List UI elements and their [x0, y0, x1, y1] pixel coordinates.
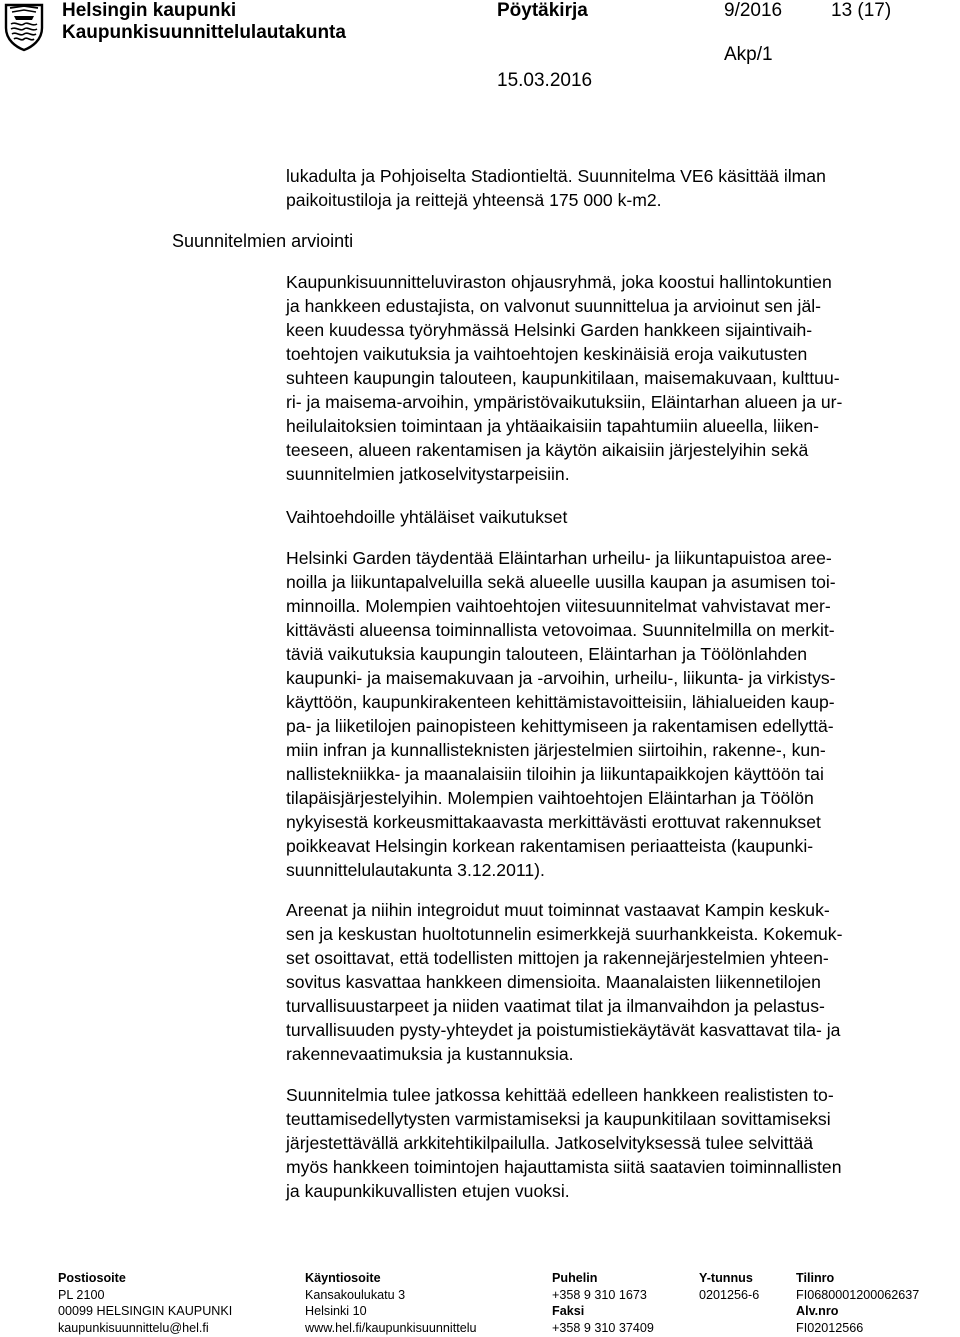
text-line: järjestettävällä arkkitehtikilpailulla. Jatkoselvityksessä tulee selvittää	[286, 1133, 814, 1153]
footer-value: Helsinki 10	[305, 1304, 367, 1318]
text-line: miin infran ja kunnallisteknisten järjestelmien siirtoihin, rakenne-, kun-	[286, 740, 826, 760]
footer-value: 0201256-6	[699, 1287, 760, 1302]
meeting-date: 15.03.2016	[497, 70, 593, 91]
page-number: 13 (17)	[831, 0, 892, 21]
footer-label: Alv.nro	[796, 1304, 839, 1318]
subheading: Vaihtoehdoille yhtäläiset vaikutukset	[286, 507, 568, 527]
text-line: turvallisuustarpeet ja niiden vaatimat tilat ja ilmanvaihdon ja pelastus-	[286, 996, 825, 1016]
text-line: täviä vaikutuksia kaupungin talouteen, Eläintarhan ja Töölönlahden	[286, 644, 808, 664]
footer-label: Postiosoite	[58, 1271, 126, 1285]
text-line: suunnittelulautakunta 3.12.2011).	[286, 860, 545, 880]
footer-label: Faksi	[552, 1304, 585, 1318]
text-line: ja kaupunkikuvallisten etujen vuoksi.	[286, 1181, 570, 1201]
text-line: Suunnitelmia tulee jatkossa kehittää edelleen hankkeen realististen to-	[286, 1085, 834, 1105]
footer-phone	[552, 1270, 654, 1336]
footer-label: Tilinro	[796, 1271, 835, 1285]
text-line: toehtojen vaikutuksia ja vaihtoehtojen keskinäisiä eroja vaikutusten	[286, 344, 808, 364]
text-line: nallistekniikka- ja maanalaisiin tiloihin ja liikuntapaikkojen käyttöön tai	[286, 764, 824, 784]
text-line: suhteen kaupungin talouteen, kaupunkitilaan, maisemakuvaan, kulttuu-	[286, 368, 840, 388]
text-line: sovitus kasvattaa hankkeen dimensioita. Maanalaisten liikennetilojen	[286, 972, 821, 992]
document-number: 9/2016	[724, 0, 783, 21]
text-line: kittävästi alueensa toiminnallista vetovoimaa. Suunnitelmilla on merkit-	[286, 620, 835, 640]
footer-value: 00099 HELSINGIN KAUPUNKI	[58, 1304, 233, 1318]
text-line: Kaupunkisuunnitteluviraston ohjausryhmä, joka koostui hallintokuntien	[286, 272, 832, 292]
text-line: ri- ja maisema-arvoihin, ympäristövaikutuksiin, Eläintarhan alueen ja ur-	[286, 392, 843, 412]
footer-value: FI0680001200062637	[796, 1287, 920, 1302]
document-type: Pöytäkirja	[497, 0, 588, 21]
text-line: noilla ja liikuntapalveluilla sekä alueelle uusilla kaupan ja asumisen toi-	[286, 572, 836, 592]
footer-value: Kansakoulukatu 3	[305, 1287, 406, 1302]
footer-value: FI02012566	[796, 1320, 864, 1335]
text-line: sen ja keskustan huoltotunnelin esimerkkejä suurhankkeista. Kokemuk-	[286, 924, 843, 944]
text-line: paikoitustiloja ja reittejä yhteensä 175 000 k-m2.	[286, 190, 662, 210]
intro-paragraph	[286, 164, 934, 212]
text-line: suunnitelmien jatkoselvitystarpeisiin.	[286, 464, 570, 484]
text-line: heilulaitoksien toimintaan ja yhtäaikaisiin tapahtumiin alueella, liiken-	[286, 416, 820, 436]
org-name: Helsingin kaupunki	[62, 0, 237, 21]
text-line: kaupunki- ja maisemakuvaan ja -arvoihin, urheilu-, liikunta- ja virkistys-	[286, 668, 836, 688]
committee-name: Kaupunkisuunnittelulautakunta	[62, 22, 346, 43]
footer-website: www.hel.fi/kaupunkisuunnittelu	[305, 1320, 477, 1335]
text-line: myös hankkeen toimintojen hajauttamista siitä saatavien toiminnallisten	[286, 1157, 842, 1177]
text-line: turvallisuuden pysty-yhteydet ja poistumistiekäytävät kasvattavat tila- ja	[286, 1020, 841, 1040]
footer-value: +358 9 310 37409	[552, 1320, 654, 1335]
footer-label: Puhelin	[552, 1271, 598, 1285]
footer-visiting-address	[305, 1270, 477, 1336]
text-line: tilapäisjärjestelyihin. Molempien vaihtoehtojen Eläintarhan ja Töölön	[286, 788, 814, 808]
footer-value: PL 2100	[58, 1287, 105, 1302]
paragraph-2	[286, 546, 934, 882]
footer-value: +358 9 310 1673	[552, 1287, 647, 1302]
footer-business-id	[699, 1270, 759, 1303]
text-line: Areenat ja niihin integroidut muut toiminnat vastaavat Kampin keskuk-	[286, 900, 830, 920]
footer-email: kaupunkisuunnittelu@hel.fi	[58, 1320, 209, 1335]
footer-account	[796, 1270, 919, 1336]
footer-label: Käyntiosoite	[305, 1271, 381, 1285]
coat-of-arms-icon	[2, 2, 46, 52]
paragraph-1	[286, 270, 934, 486]
text-line: teuttamisedellytysten varmistamiseksi ja kaupunkitilaan sovittamiseksi	[286, 1109, 831, 1129]
text-line: rakennevaatimuksia ja kustannuksia.	[286, 1044, 574, 1064]
text-line: lukadulta ja Pohjoiselta Stadiontieltä. Suunnitelma VE6 käsittää ilman	[286, 166, 826, 186]
text-line: keen kuudessa työryhmässä Helsinki Garden hankkeen sijaintivaih-	[286, 320, 813, 340]
text-line: set osoittavat, että todellisten mittojen ja rakennejärjestelmien yhteen-	[286, 948, 829, 968]
text-line: Helsinki Garden täydentää Eläintarhan urheilu- ja liikuntapuistoa aree-	[286, 548, 832, 568]
text-line: minnoilla. Molempien vaihtoehtojen viitesuunnitelmat vahvistavat mer-	[286, 596, 831, 616]
text-line: nykyisestä korkeusmittakaavasta merkittävästi erottuvat rakennukset	[286, 812, 821, 832]
text-line: pa- ja liiketilojen painopisteen kehittymiseen ja rakentamisen edellyttä-	[286, 716, 834, 736]
paragraph-3	[286, 898, 934, 1066]
text-line: teeseen, alueen rakentamisen ja käytön aikaisiin järjestelyihin sekä	[286, 440, 809, 460]
paragraph-4	[286, 1083, 934, 1203]
text-line: ja hankkeen edustajista, on valvonut suunnittelua ja arvioinut sen jäl-	[286, 296, 821, 316]
side-heading: Suunnitelmien arviointi	[172, 231, 354, 251]
footer-postal-address	[58, 1270, 232, 1336]
text-line: käyttöön, kaupunkirakenteen kehittämistavoitteisiin, lähialueiden kaup-	[286, 692, 835, 712]
text-line: poikkeavat Helsingin korkean rakentamisen periaatteista (kaupunki-	[286, 836, 814, 856]
footer-label: Y-tunnus	[699, 1271, 753, 1285]
section-code: Akp/1	[724, 44, 773, 65]
